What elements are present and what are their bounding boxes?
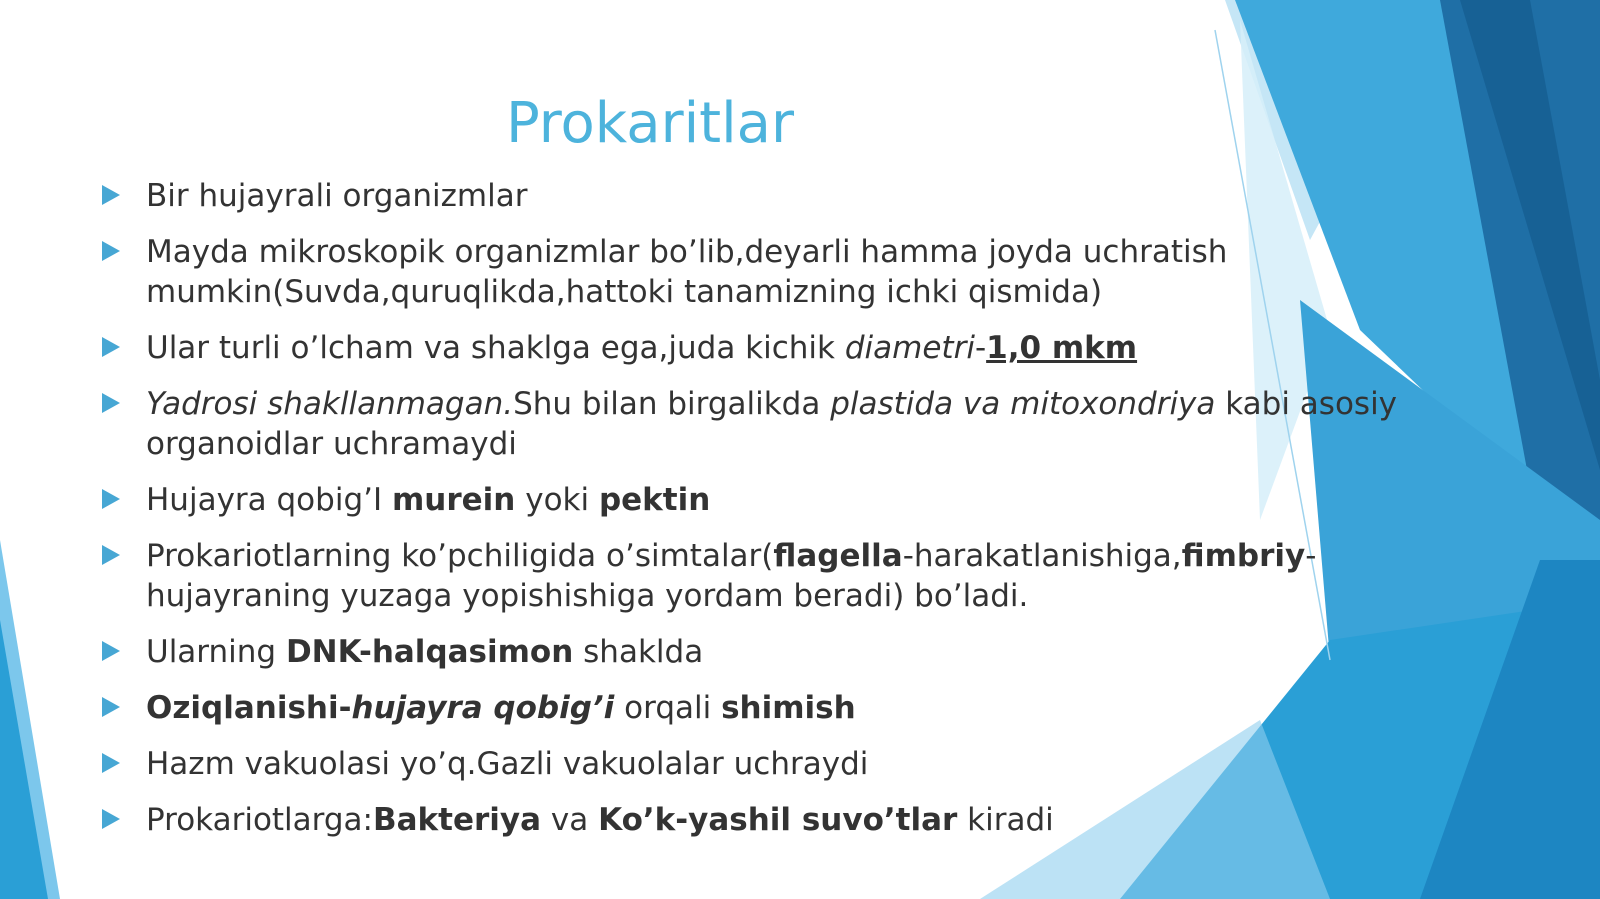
- bullet-arrow-icon: [102, 241, 120, 261]
- bullet-text: shaklda: [573, 634, 704, 670]
- bullet-text-italic: plastida va mitoxondriya: [830, 386, 1216, 422]
- bullet-item: [102, 632, 1402, 672]
- bullet-text: orqali: [614, 690, 722, 726]
- bullet-arrow-icon: [102, 489, 120, 509]
- bullet-item: [102, 800, 1402, 840]
- bullet-text: Prokariotlarga:: [146, 802, 373, 838]
- bullet-text-bold: murein: [391, 482, 516, 518]
- bullet-text-bold: pektin: [598, 482, 711, 518]
- bullet-item: [102, 744, 1402, 784]
- bullet-text: Ularning: [146, 634, 286, 670]
- bullet-item: [102, 384, 1402, 464]
- bullet-text-italic: diametri: [844, 330, 975, 366]
- bullet-item: [102, 688, 1402, 728]
- bullet-text: Ular turli o’lcham va shaklga ega,juda kichik: [146, 330, 845, 366]
- bullet-text: Hujayra qobig’I: [146, 482, 392, 518]
- bullet-text-bold: Ko’k-yashil suvo’tlar: [598, 802, 958, 838]
- bullet-arrow-icon: [102, 545, 120, 565]
- bullet-text: Bir hujayrali organizmlar: [146, 178, 528, 214]
- bullet-text: va: [541, 802, 599, 838]
- bullet-arrow-icon: [102, 753, 120, 773]
- bullet-arrow-icon: [102, 641, 120, 661]
- bullet-arrow-icon: [102, 185, 120, 205]
- bullet-text: -harakatlanishiga,: [902, 538, 1182, 574]
- bullet-text-bold: Bakteriya: [373, 802, 542, 838]
- bullet-arrow-icon: [102, 393, 120, 413]
- bullet-text: Shu bilan birgalikda: [513, 386, 831, 422]
- bullet-item: [102, 328, 1402, 368]
- bullet-text-bold-underline: 1,0 mkm: [986, 330, 1138, 366]
- bullet-text: Prokariotlarning ko’pchiligida o’simtalar(: [146, 538, 774, 574]
- bullet-list: [102, 176, 1402, 856]
- bullet-item: [102, 536, 1402, 616]
- bullet-text-bold: Oziqlanishi-: [146, 690, 352, 726]
- bullet-item: [102, 176, 1402, 216]
- slide-title: Prokaritlar: [505, 91, 795, 156]
- bullet-text: kiradi: [957, 802, 1054, 838]
- bullet-text-bold: shimish: [721, 690, 856, 726]
- bullet-text: -hujayraning yuzaga yopishishiga yordam beradi) bo’ladi.: [146, 538, 1317, 614]
- bullet-arrow-icon: [102, 337, 120, 357]
- bullet-item: [102, 480, 1402, 520]
- bullet-text-italic: Yadrosi shakllanmagan.: [146, 386, 514, 422]
- bullet-text-bold: flagella: [773, 538, 903, 574]
- bullet-text-bold: fimbriy: [1181, 538, 1306, 574]
- bullet-text: -: [974, 330, 987, 366]
- bullet-text: yoki: [515, 482, 599, 518]
- bullet-arrow-icon: [102, 809, 120, 829]
- bullet-text-bold: DNK-halqasimon: [285, 634, 574, 670]
- bullet-text: kabi asosiy organoidlar uchramaydi: [146, 386, 1398, 462]
- bullet-text-bold-italic: hujayra qobig’i: [351, 690, 615, 726]
- bullet-item: [102, 232, 1402, 312]
- bullet-text: Hazm vakuolasi yo’q.Gazli vakuolalar uchraydi: [146, 746, 869, 782]
- bullet-text: Mayda mikroskopik organizmlar bo’lib,deyarli hamma joyda uchratish mumkin(Suvda,quruqlikda,hattoki tanamizning ichki qismida): [146, 234, 1228, 310]
- bullet-arrow-icon: [102, 697, 120, 717]
